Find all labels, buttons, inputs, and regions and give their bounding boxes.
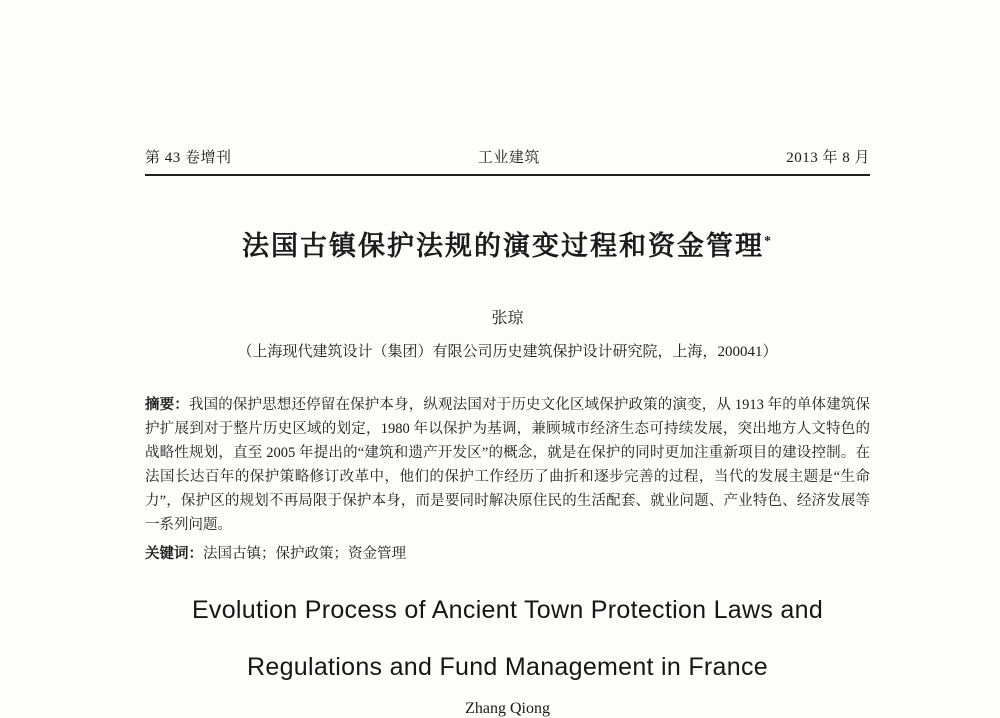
article-title <box>145 224 870 263</box>
keywords-label: 关键词： <box>145 546 203 562</box>
issue-date: 2013 年 8 月 <box>786 150 870 166</box>
abstract-label: 摘要： <box>145 397 189 413</box>
keywords-text: 法国古镇；保护政策；资金管理 <box>203 546 406 562</box>
keywords <box>145 542 870 566</box>
author-name: 张琼 <box>491 310 524 327</box>
affiliation: （上海现代建筑设计（集团）有限公司历史建筑保护设计研究院，上海，200041） <box>237 344 778 360</box>
english-title-line1: Evolution Process of Ancient Town Protection Laws and <box>191 596 824 624</box>
english-title-line2: Regulations and Fund Management in France <box>247 653 768 681</box>
title-footnote-marker: * <box>764 234 773 249</box>
journal-name: 工业建筑 <box>477 150 540 166</box>
abstract <box>145 393 870 537</box>
abstract-text: 我国的保护思想还停留在保护本身，纵观法国对于历史文化区域保护政策的演变，从 1913 年的单体建筑保护扩展到对于整片历史区域的划定，1980 年以保护为基调，兼顾城市经济生态可持续发展，突出地方人文特色的战略性规划，直至 2005 年提出的“建筑和遗产开发区”的概念，就是在保护的同时更加注重新项目的建设控制。在法国长达百年的保护策略修订改革中，他们的保护工作经历了曲折和逐步完善的过程，当代的发展主题是“生命力”，保护区的规划不再局限于保护本身，而是要同时解决原住民的生活配套、就业问题、产业特色、经济发展等一系列问题。 <box>145 397 870 533</box>
volume-info: 第 43 卷增刊 <box>145 150 232 166</box>
english-author: Zhang Qiong <box>465 700 550 717</box>
journal-header <box>145 146 870 167</box>
article-title-text: 法国古镇保护法规的演变过程和资金管理 <box>242 231 764 261</box>
header-divider <box>145 174 870 176</box>
